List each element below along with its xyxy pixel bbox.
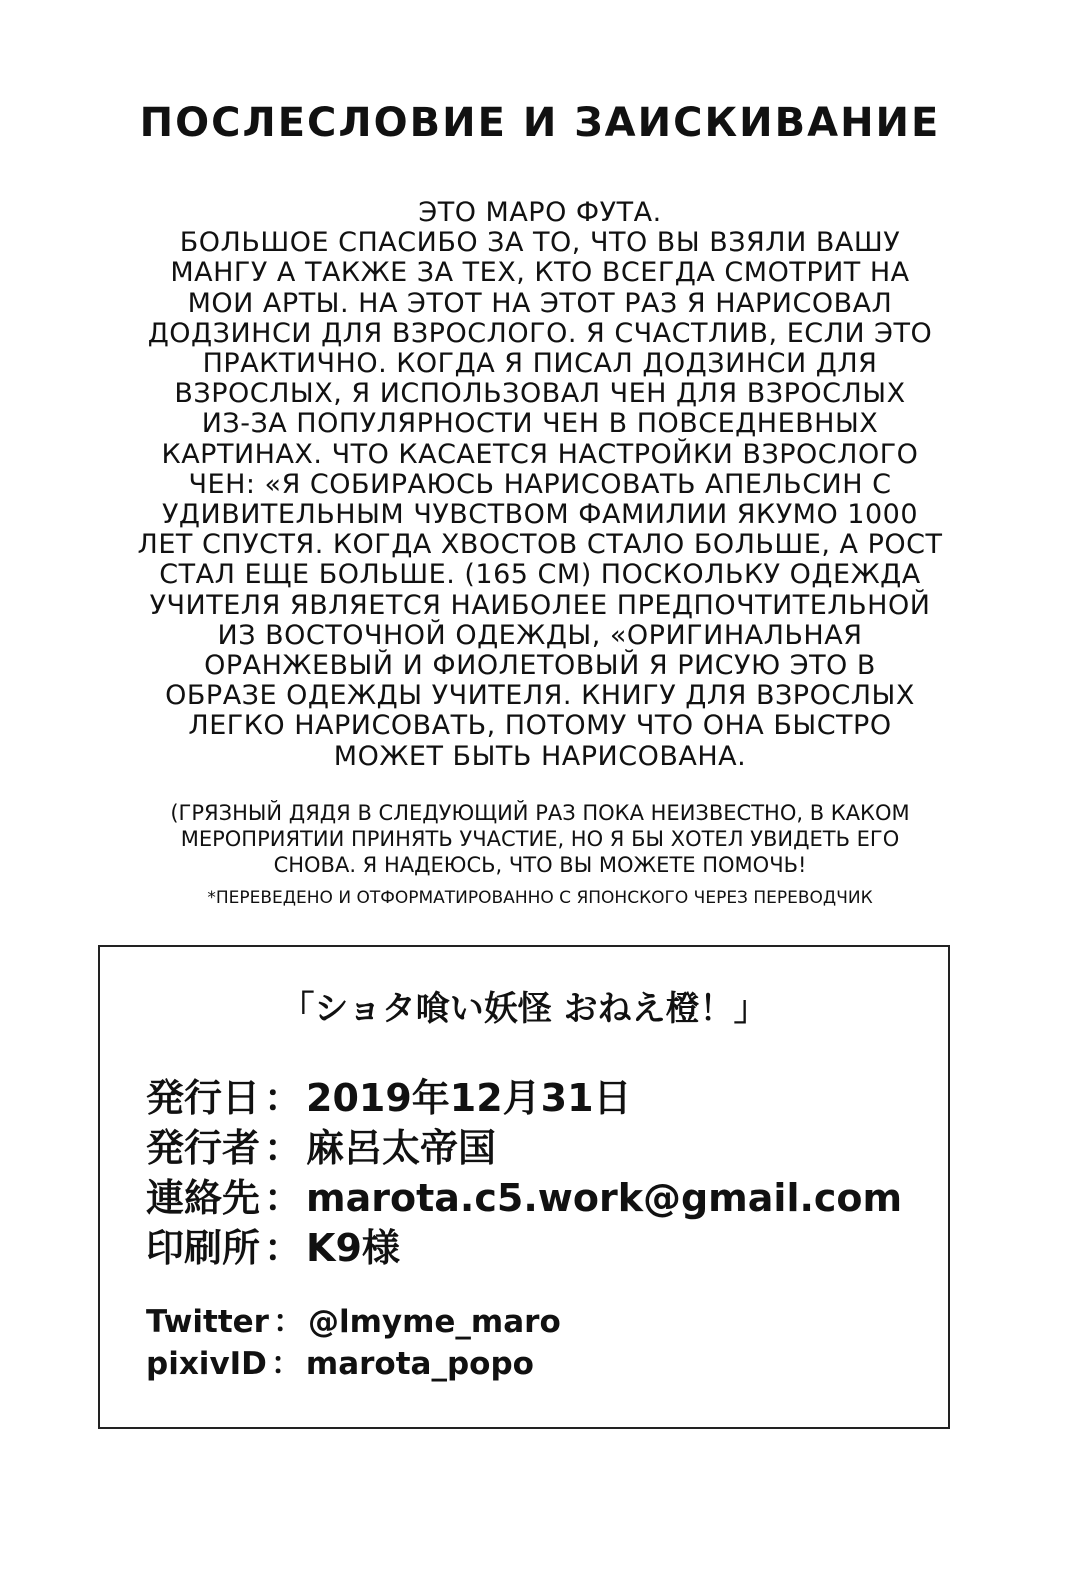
contact-row xyxy=(146,1173,902,1223)
body-line: УЧИТЕЛЯ ЯВЛЯЕТСЯ НАИБОЛЕЕ ПРЕДПОЧТИТЕЛЬНОЙ xyxy=(149,589,931,621)
row-separator: ： xyxy=(264,1076,303,1120)
body-line: МОИ АРТЫ. НА ЭТОТ НА ЭТОТ РАЗ Я НАРИСОВАЛ xyxy=(187,287,893,319)
row-label: 印刷所 xyxy=(146,1226,261,1270)
twitter-handle: @lmyme_maro xyxy=(307,1304,561,1340)
body-line: КАРТИНАХ. ЧТО КАСАЕТСЯ НАСТРОЙКИ ВЗРОСЛОГО xyxy=(161,438,919,470)
note-line: СНОВА. Я НАДЕЮСЬ, ЧТО ВЫ МОЖЕТЕ ПОМОЧЬ! xyxy=(273,853,807,877)
row-label: 連絡先 xyxy=(146,1176,261,1220)
body-line: ЛЕГКО НАРИСОВАТЬ, ПОТОМУ ЧТО ОНА БЫСТРО xyxy=(188,710,892,742)
body-line: ЭТО МАРО ФУТА. xyxy=(418,197,662,228)
row-label: 発行日 xyxy=(146,1076,261,1120)
row-separator: ： xyxy=(264,1126,303,1170)
row-separator: ： xyxy=(272,1304,304,1340)
contact-email: marota.c5.work@gmail.com xyxy=(306,1176,903,1220)
body-line: БОЛЬШОЕ СПАСИБО ЗА ТО, ЧТО ВЫ ВЗЯЛИ ВАШУ xyxy=(179,227,901,259)
body-line: ЧЕН: «Я СОБИРАЮСЬ НАРИСОВАТЬ АПЕЛЬСИН С xyxy=(188,468,892,500)
body-line: ИЗ ВОСТОЧНОЙ ОДЕЖДЫ, «ОРИГИНАЛЬНАЯ xyxy=(217,619,863,651)
body-line: МОЖЕТ БЫТЬ НАРИСОВАНА. xyxy=(333,740,747,772)
body-line: ЛЕТ СПУСТЯ. КОГДА ХВОСТОВ СТАЛО БОЛЬШЕ, А РОСТ xyxy=(137,529,943,561)
colophon-info xyxy=(146,1073,902,1273)
body-line: МАНГУ А ТАКЖЕ ЗА ТЕХ, КТО ВСЕГДА СМОТРИТ НА xyxy=(170,257,910,289)
row-label: pixivID xyxy=(146,1346,267,1382)
row-value: K9様 xyxy=(306,1226,400,1270)
row-separator: ： xyxy=(264,1226,303,1270)
body-line: ВЗРОСЛЫХ, Я ИСПОЛЬЗОВАЛ ЧЕН ДЛЯ ВЗРОСЛЫХ xyxy=(174,378,906,410)
body-line: ОБРАЗЕ ОДЕЖДЫ УЧИТЕЛЯ. КНИГУ ДЛЯ ВЗРОСЛЫХ xyxy=(165,680,915,712)
issue-date-row xyxy=(146,1073,902,1123)
translator-note: *ПЕРЕВЕДЕНО И ОТФОРМАТИРОВАННО С ЯПОНСКОГО ЧЕРЕЗ ПЕРЕВОДЧИК xyxy=(207,888,873,908)
social-info xyxy=(146,1301,561,1385)
body-line: ОРАНЖЕВЫЙ И ФИОЛЕТОВЫЙ Я РИСУЮ ЭТО В xyxy=(204,650,876,682)
page-title: ПОСЛЕСЛОВИЕ И ЗАИСКИВАНИЕ xyxy=(139,100,941,146)
row-label: Twitter xyxy=(146,1304,269,1340)
note-line: (ГРЯЗНЫЙ ДЯДЯ В СЛЕДУЮЩИЙ РАЗ ПОКА НЕИЗВЕСТНО, В КАКОМ xyxy=(170,801,910,825)
body-line: ПРАКТИЧНО. КОГДА Я ПИСАЛ ДОДЗИНСИ ДЛЯ xyxy=(202,348,878,380)
publisher-row xyxy=(146,1123,902,1173)
pixiv-row xyxy=(146,1343,561,1385)
printer-row xyxy=(146,1223,902,1273)
row-value: 麻呂太帝国 xyxy=(306,1126,497,1170)
pixiv-id: marota_popo xyxy=(305,1346,534,1382)
colophon-box xyxy=(98,945,950,1429)
row-separator: ： xyxy=(270,1346,302,1382)
closing-note xyxy=(80,800,1000,878)
book-title: 「ショタ喰い妖怪 おねえ橙！」 xyxy=(280,989,768,1029)
body-line: ДОДЗИНСИ ДЛЯ ВЗРОСЛОГО. Я СЧАСТЛИВ, ЕСЛИ ЭТО xyxy=(147,317,933,349)
body-line: УДИВИТЕЛЬНЫМ ЧУВСТВОМ ФАМИЛИИ ЯКУМО 1000 xyxy=(161,499,919,531)
row-label: 発行者 xyxy=(146,1126,261,1170)
twitter-row xyxy=(146,1301,561,1343)
note-line: МЕРОПРИЯТИИ ПРИНЯТЬ УЧАСТИЕ, НО Я БЫ ХОТЕЛ УВИДЕТЬ ЕГО xyxy=(180,827,900,851)
row-separator: ： xyxy=(264,1176,303,1220)
body-line: СТАЛ ЕЩЕ БОЛЬШЕ. (165 СМ) ПОСКОЛЬКУ ОДЕЖДА xyxy=(159,559,921,591)
row-value: 2019年12月31日 xyxy=(306,1076,632,1120)
afterword-body xyxy=(80,198,1000,772)
body-line: ИЗ-ЗА ПОПУЛЯРНОСТИ ЧЕН В ПОВСЕДНЕВНЫХ xyxy=(201,408,879,440)
